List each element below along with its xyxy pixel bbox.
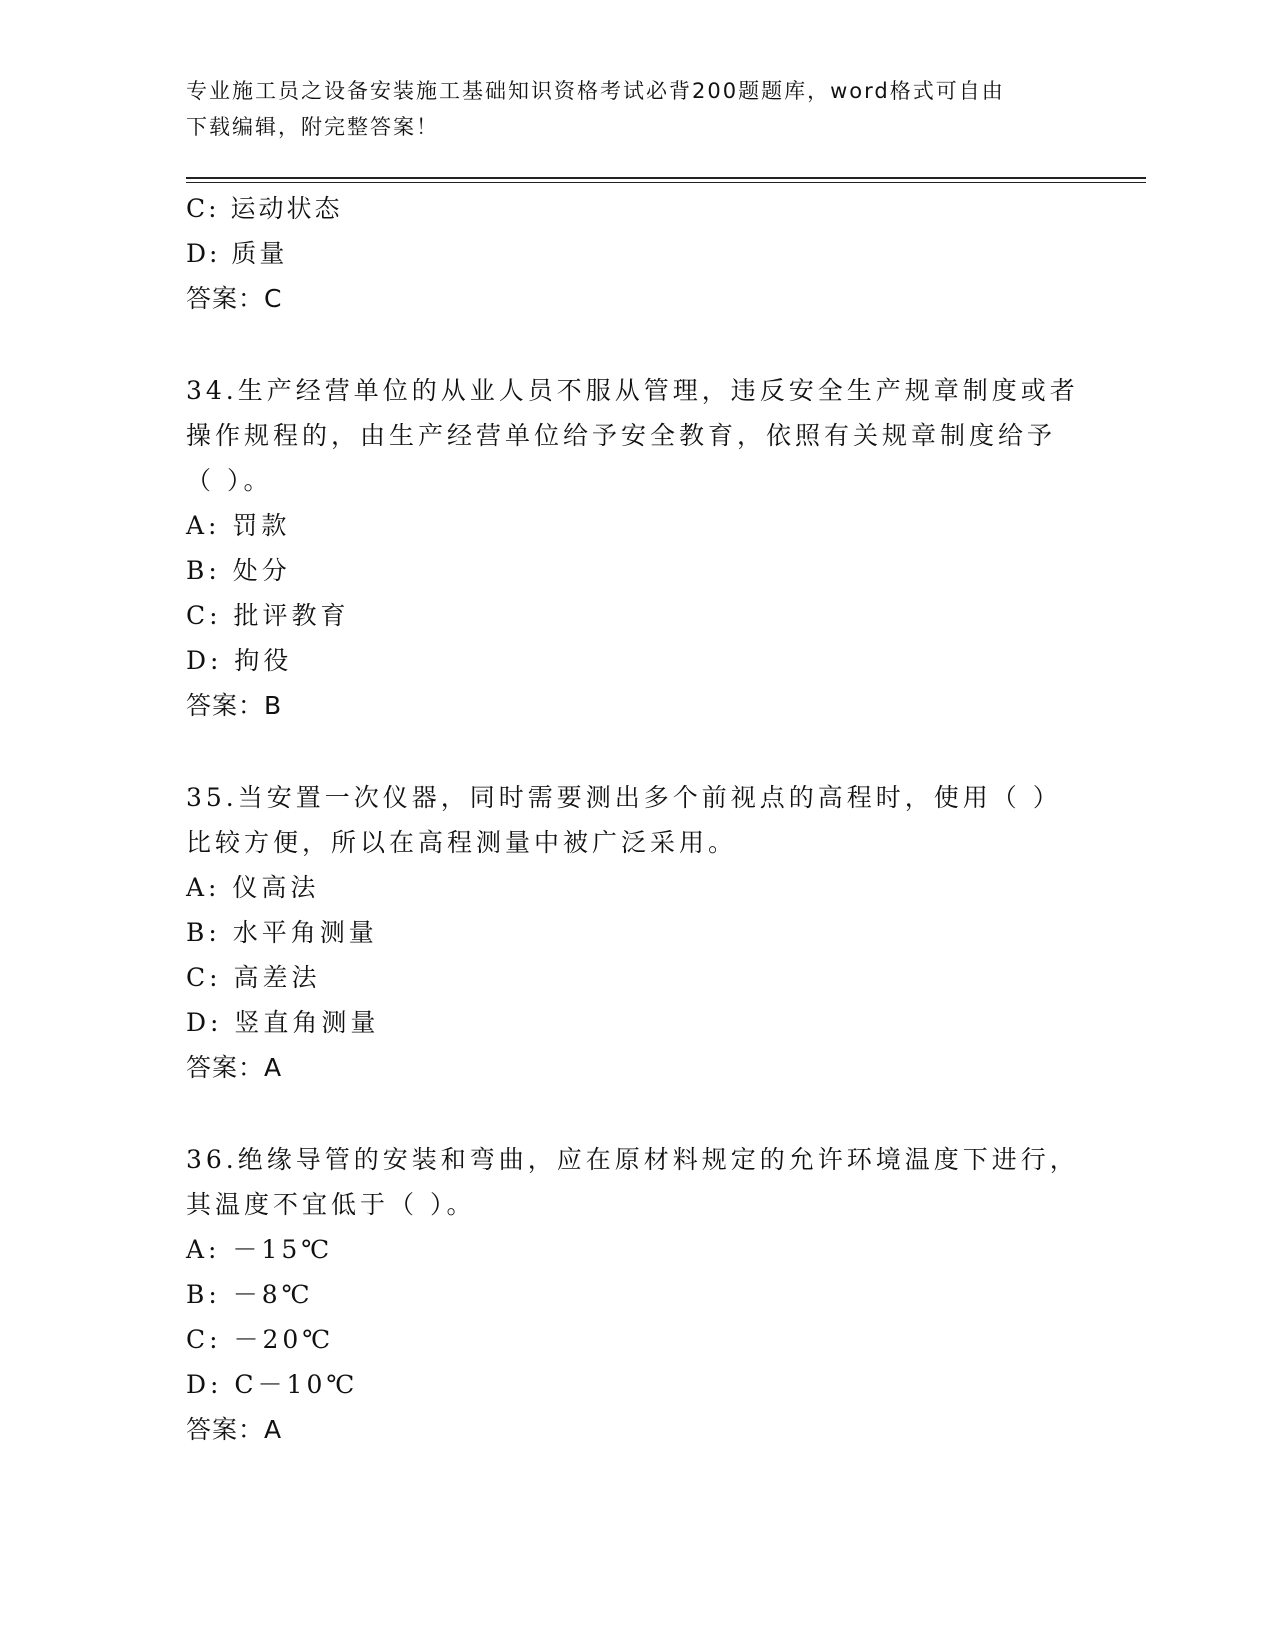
header-title-line-1: 专业施工员之设备安装施工基础知识资格考试必背200题题库，word格式可自由 <box>186 79 1005 103</box>
document-header <box>186 73 1066 145</box>
question-text-line: 操作规程的，由生产经营单位给予安全教育，依照有关规章制度给予 <box>186 421 1057 450</box>
question-text-line: 其温度不宜低于（ ）。 <box>186 1190 476 1219</box>
question-text-line: 34.生产经营单位的从业人员不服从管理，违反安全生产规章制度或者 <box>186 376 1079 405</box>
question-text-line: 比较方便，所以在高程测量中被广泛采用。 <box>186 828 738 857</box>
option-d: D: 竖直角测量 <box>186 1008 380 1037</box>
option-d: D: 质量 <box>186 239 288 268</box>
question-36 <box>186 1137 1086 1452</box>
option-c: C: 高差法 <box>186 963 321 992</box>
option-c: C: 运动状态 <box>186 194 343 223</box>
header-divider-thick <box>186 177 1146 179</box>
option-b: B: 水平角测量 <box>186 918 378 947</box>
option-d: D: 拘役 <box>186 646 293 675</box>
option-a: A: 罚款 <box>186 511 291 540</box>
previous-question-tail <box>186 186 1086 321</box>
answer-line: 答案：C <box>186 284 283 313</box>
question-35 <box>186 775 1086 1090</box>
document-body <box>186 186 1086 1452</box>
answer-line: 答案：B <box>186 691 283 720</box>
option-a: A: －15℃ <box>186 1235 334 1264</box>
option-b: B: －8℃ <box>186 1280 314 1309</box>
answer-line: 答案：A <box>186 1053 283 1082</box>
option-c: C: 批评教育 <box>186 601 350 630</box>
option-b: B: 处分 <box>186 556 291 585</box>
option-d: D: C－10℃ <box>186 1370 359 1399</box>
question-text-line: 36.绝缘导管的安装和弯曲，应在原材料规定的允许环境温度下进行， <box>186 1145 1079 1174</box>
option-c: C: －20℃ <box>186 1325 335 1354</box>
question-text-line: 35.当安置一次仪器，同时需要测出多个前视点的高程时，使用（ ） <box>186 783 1062 812</box>
answer-line: 答案：A <box>186 1415 283 1444</box>
option-a: A: 仪高法 <box>186 873 320 902</box>
header-title-line-2: 下载编辑，附完整答案！ <box>186 115 439 139</box>
header-divider-thin <box>186 182 1146 183</box>
question-text-line: （ ）。 <box>186 466 273 495</box>
question-34 <box>186 368 1086 728</box>
